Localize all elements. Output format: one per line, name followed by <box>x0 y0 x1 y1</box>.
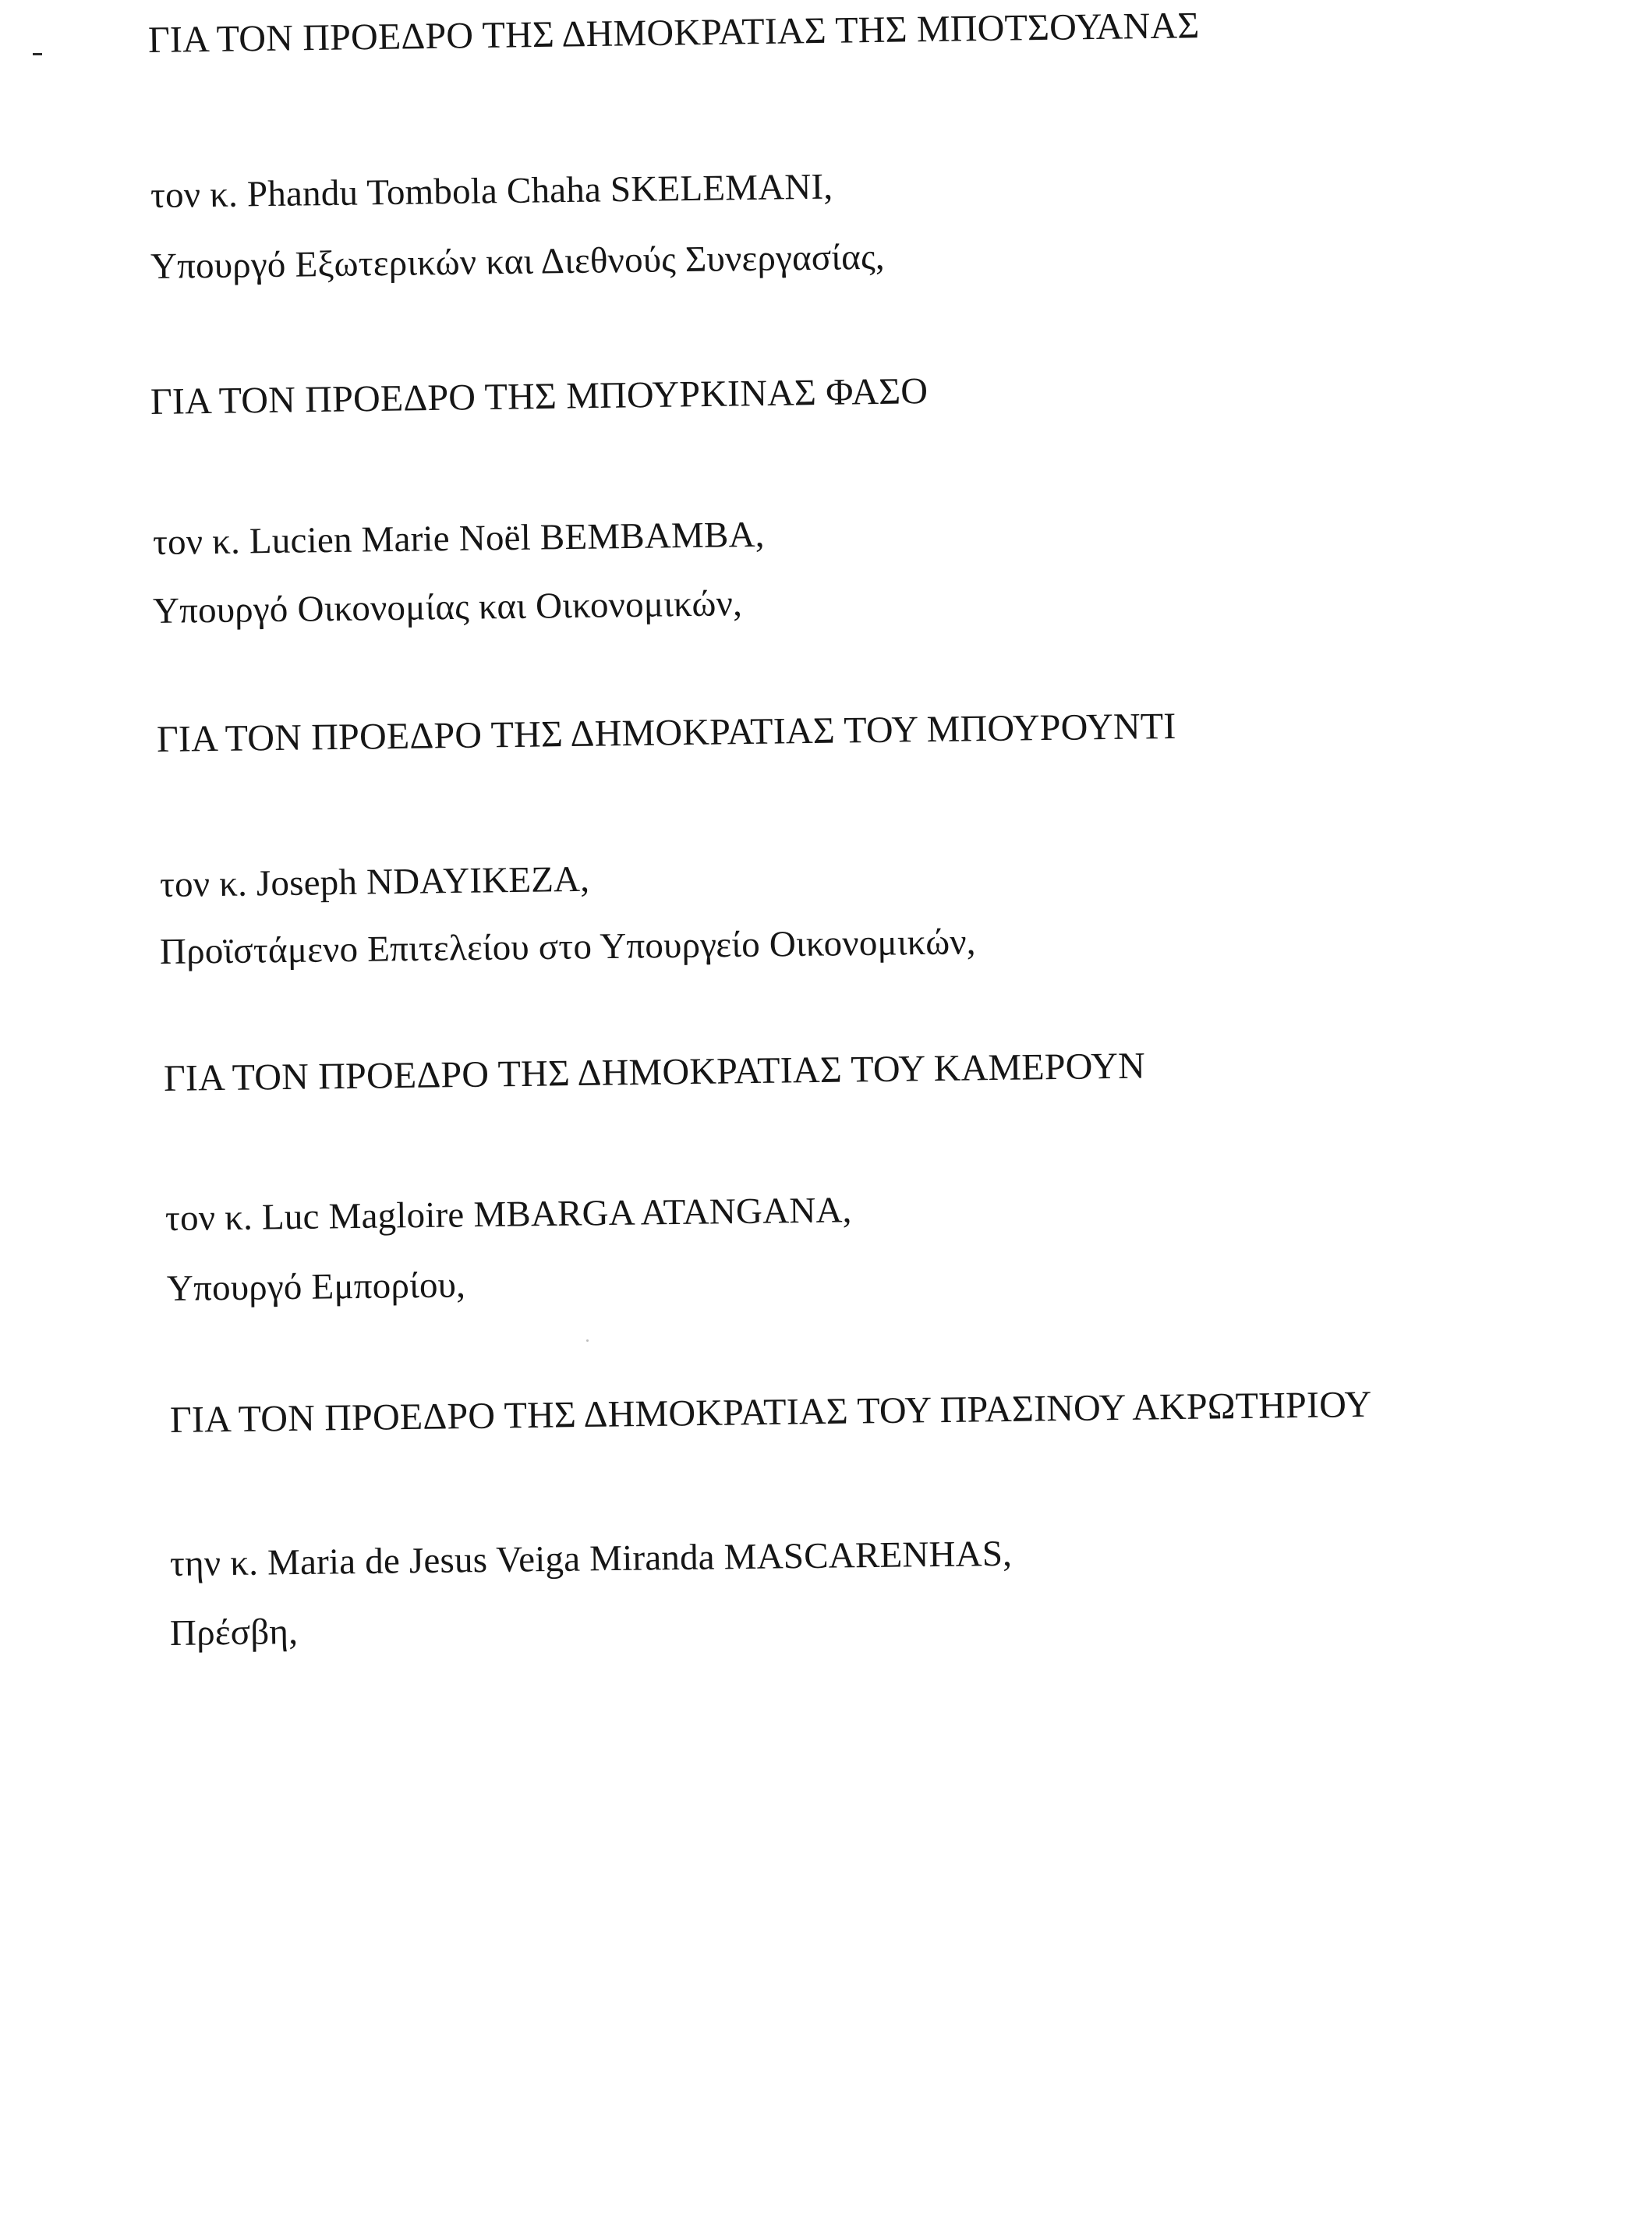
heading-burkina-faso: ΓΙΑ ΤΟΝ ΠΡΟΕΔΡΟ ΤΗΣ ΜΠΟΥΡΚΙΝΑΣ ΦΑΣΟ <box>150 370 929 423</box>
representative-title: Υπουργό Εμπορίου, <box>166 1265 466 1309</box>
heading-botswana: ΓΙΑ ΤΟΝ ΠΡΟΕΔΡΟ ΤΗΣ ΔΗΜΟΚΡΑΤΙΑΣ ΤΗΣ ΜΠΟΤΣΟΥΑΝΑΣ <box>147 5 1200 61</box>
heading-cape-verde: ΓΙΑ ΤΟΝ ΠΡΟΕΔΡΟ ΤΗΣ ΔΗΜΟΚΡΑΤΙΑΣ ΤΟΥ ΠΡΑΣΙΝΟΥ ΑΚΡΩΤΗΡΙΟΥ <box>169 1383 1372 1441</box>
representative-title: Πρέσβη, <box>169 1611 299 1654</box>
scan-mark <box>33 53 42 55</box>
representative-name: τον κ. Lucien Marie Noël BEMBAMBA, <box>152 514 765 563</box>
representative-title: Προϊστάμενο Επιτελείου στο Υπουργείο Οικονομικών, <box>159 922 977 972</box>
representative-title: Υπουργό Εξωτερικών και Διεθνούς Συνεργασίας, <box>150 236 886 287</box>
representative-title: Υπουργό Οικονομίας και Οικονομικών, <box>152 583 743 632</box>
heading-cameroon: ΓΙΑ ΤΟΝ ΠΡΟΕΔΡΟ ΤΗΣ ΔΗΜΟΚΡΑΤΙΑΣ ΤΟΥ ΚΑΜΕΡΟΥΝ <box>163 1045 1146 1099</box>
representative-name: τον κ. Luc Magloire MBARGA ATANGANA, <box>164 1190 852 1239</box>
representative-name: τον κ. Phandu Tombola Chaha SKELEMANI, <box>150 166 833 216</box>
representative-name: τον κ. Joseph NDAYIKEZA, <box>159 858 590 905</box>
representative-name: την κ. Maria de Jesus Veiga Miranda MASCARENHAS, <box>169 1533 1013 1584</box>
heading-burundi: ΓΙΑ ΤΟΝ ΠΡΟΕΔΡΟ ΤΗΣ ΔΗΜΟΚΡΑΤΙΑΣ ΤΟΥ ΜΠΟΥΡΟΥΝΤΙ <box>156 705 1176 760</box>
scan-speck <box>586 1339 589 1342</box>
